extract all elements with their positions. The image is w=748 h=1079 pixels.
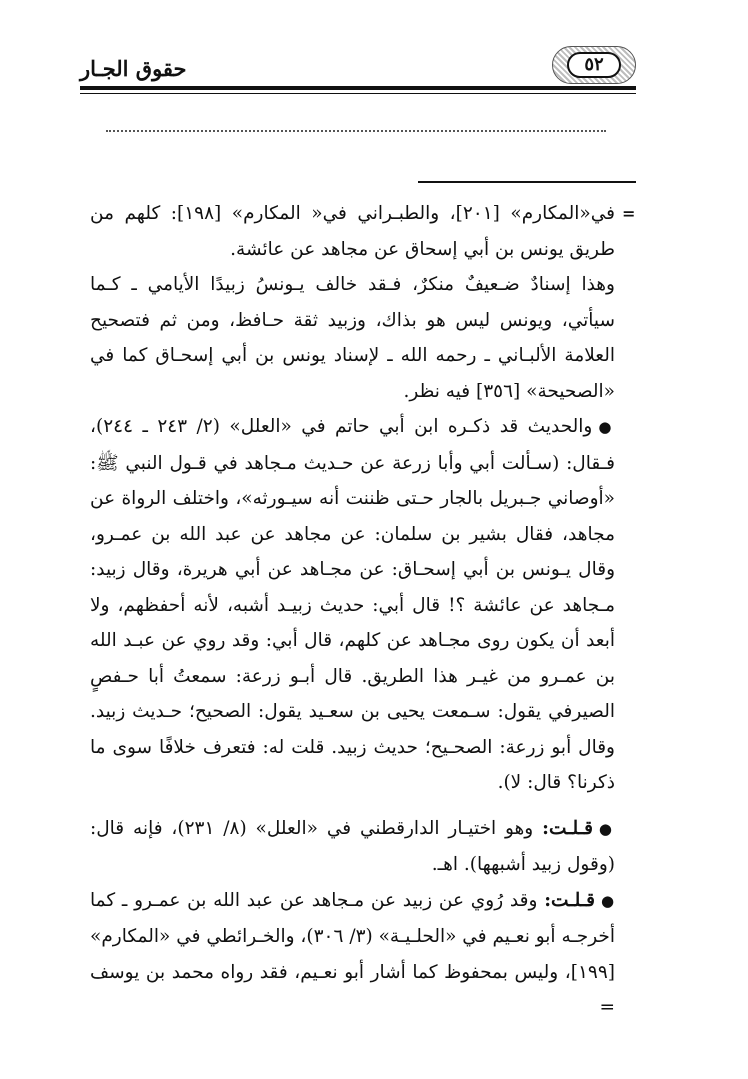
paragraph-4	[90, 811, 615, 883]
continuation-mark-bottom: =	[599, 997, 615, 1018]
paragraph-text: في«المكارم» [٢٠١]، والطبـراني في« المكارم» [١٩٨]: كلهم من طريق يونس بن أبي إسحاق عن مجاهد عن عائشة.	[90, 203, 615, 260]
bullet-icon: ●	[598, 418, 615, 436]
page-number-badge	[552, 46, 636, 84]
paragraph-text: وهذا إسنادٌ ضـعيفٌ منكرٌ، فـقد خالف يـونسُ زبيدًا الأيامي ـ كـما سيأتي، ويونس ليس هو بذاك، وزبيد ثقة حـافظ، ومن ثم فتصحيح العلامة الألبـاني ـ رحمه الله ـ لإسناد يونس بن أبي إسحـاق كما في «الصحيحة» [٣٥٦] فيه نظر.	[90, 274, 615, 402]
paragraph-text: وهو اختيـار الدارقطني في «العلل» (٨/ ٢٣١)، فإنه قال: (وقول زبيد أشبهها). اهـ.	[90, 817, 615, 875]
lead-word: قـلـت:	[544, 889, 596, 911]
footnote-body	[90, 196, 615, 1026]
header-rule-thick	[80, 86, 636, 90]
page-header	[80, 38, 636, 88]
continuation-mark-top: =	[622, 204, 636, 223]
paragraph-5	[90, 883, 615, 1026]
paragraph-text: وقد رُوي عن زبيد عن مـجاهد عن عبد الله بن عمـرو ـ كما أخرجـه أبو نعـيم في «الحلـيـة» (٣/ ٣٠٦)، والخـرائطي في «المكارم» [١٩٩]، وليس بمحفوظ كما أشار أبو نعـيم، فقد رواه محمد بن يوسف	[90, 889, 616, 983]
footnote-rule	[418, 181, 636, 183]
paragraph-3	[90, 409, 615, 801]
paragraph-1	[90, 196, 615, 267]
bullet-icon: ●	[598, 819, 615, 838]
lead-word: قـلـت:	[542, 817, 593, 839]
running-title: حقوق الجـار	[80, 56, 187, 81]
paragraph-2	[90, 267, 615, 409]
header-rule-thin	[80, 93, 636, 94]
paragraph-text: والحديث قد ذكـره ابن أبي حاتم في «العلل» (٢/ ٢٤٣ ـ ٢٤٤)، فـقال: (سـألت أبي وأبا زرعة عن حـديث مـجاهد في قـول النبي ﷺ: «أوصاني جـبريل بالجار حـتى ظننت أنه سيـورثه»، واختلف الرواة عن مجاهد، فقال بشير بن سلمان: عن مجاهد عن عبد الله بن عمـرو، وقال يـونس بن أبي إسحـاق: عن مجـاهد عن أبي هريرة، وقال زبيد: مـجاهد عن عائشة ؟! قال أبي: حديث زبيـد أشبه، لأنه أحفظهم، ولا أبعد أن يكون روى مجـاهد عن كلهم، قال أبي: وقد روي عن عبـد الله بن عمـرو من غيـر هذا الطريق. قال أبـو زرعة: سمعتُ أبا حـفصٍ الصيرفي يقول: سـمعت يحيى بن سعـيد يقول: الصحيح؛ حـديث زبيد. وقال أبو زرعة: الصحـيح؛ حديث زبيد. قلت له: فتعرف خلافًا سوى ما ذكرنا؟ قال: لا).	[90, 416, 615, 793]
page-number: ٥٢	[567, 52, 621, 78]
dotted-separator	[106, 130, 606, 132]
bullet-icon: ●	[601, 891, 615, 910]
